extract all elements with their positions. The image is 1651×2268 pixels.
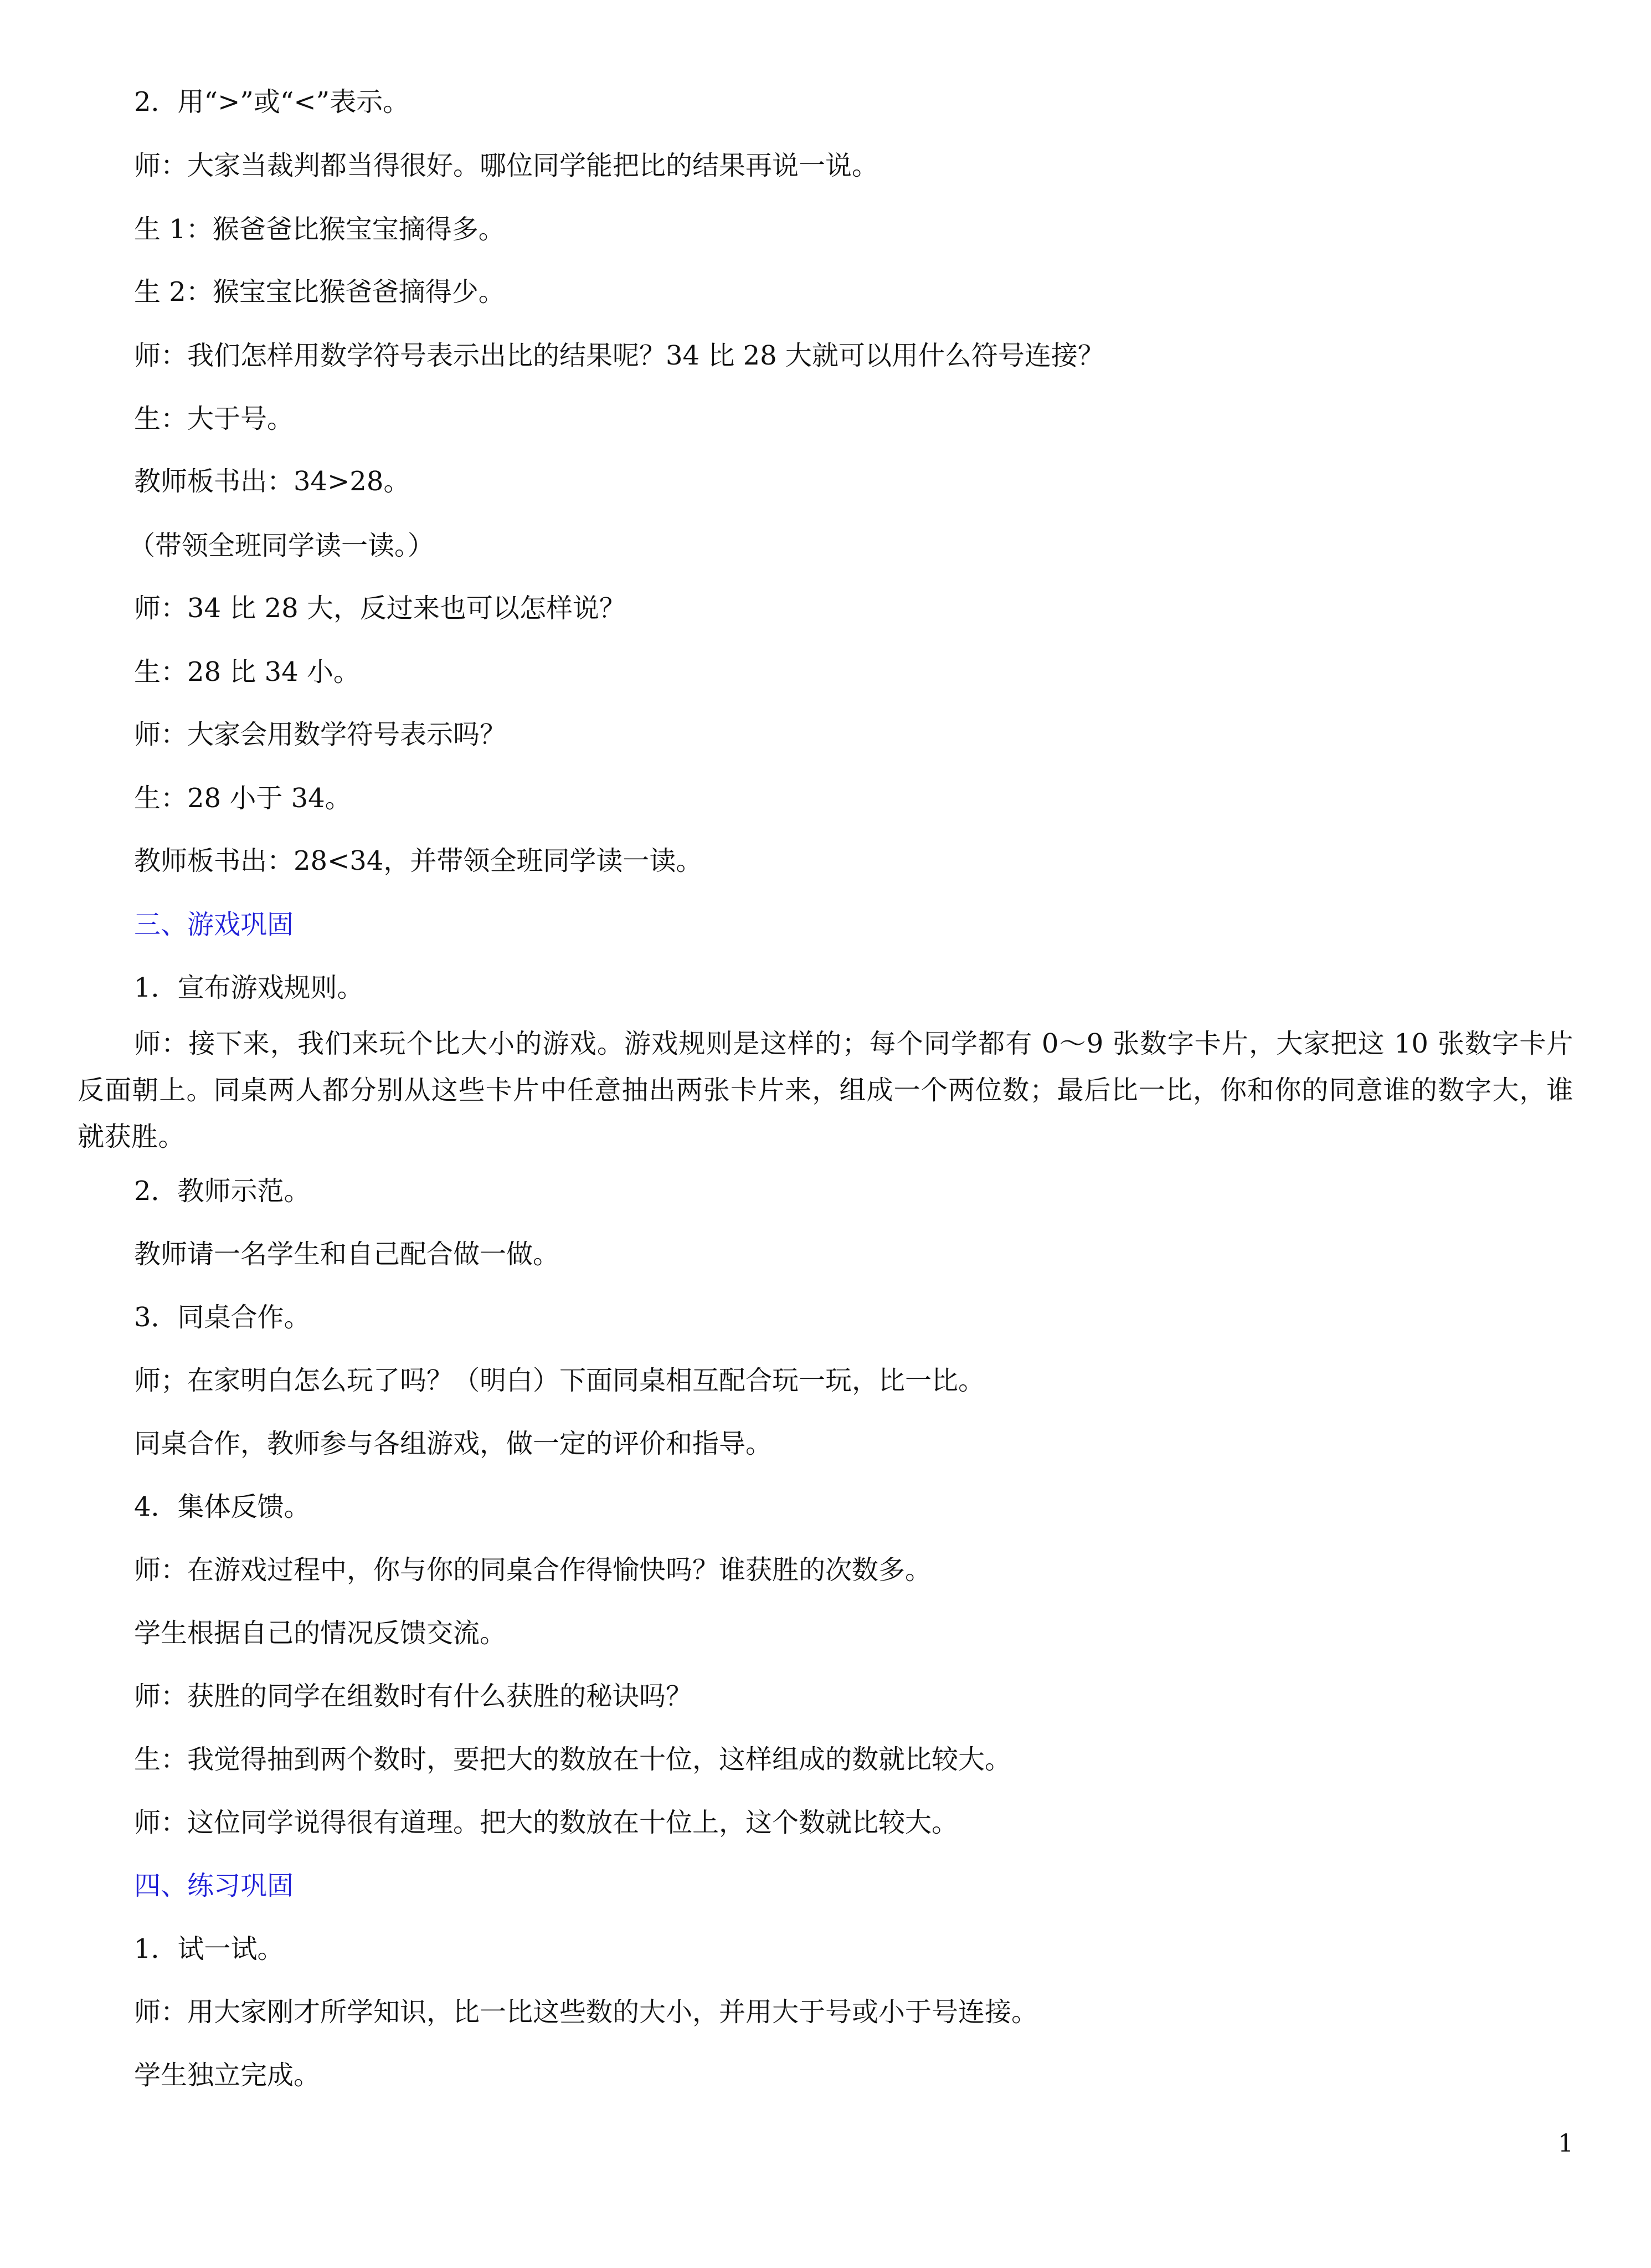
text-line: 同桌合作，教师参与各组游戏，做一定的评价和指导。 [134,1428,773,1459]
text-line: 师：在游戏过程中，你与你的同桌合作得愉快吗？谁获胜的次数多。 [134,1554,932,1585]
text-line: 师：34 比 28 大，反过来也可以怎样说？ [134,593,626,624]
text-line: 师：我们怎样用数学符号表示出比的结果呢？34 比 28 大就可以用什么符号连接？ [134,340,1104,371]
text-line: 教师板书出：28<34，并带领全班同学读一读。 [134,845,703,876]
text-line: 教师板书出：34>28。 [134,466,410,497]
text-line: 1．宣布游戏规则。 [134,972,364,1003]
text-line: 生：大于号。 [134,403,294,434]
text-line: 师：大家会用数学符号表示吗？ [134,719,507,750]
text-line: 师：获胜的同学在组数时有什么获胜的秘诀吗？ [134,1681,693,1712]
text-line: 师；在家明白怎么玩了吗？（明白）下面同桌相互配合玩一玩，比一比。 [134,1365,985,1396]
text-line: 教师请一名学生和自己配合做一做。 [134,1239,560,1270]
text-line: （带领全班同学读一读。） [128,530,435,561]
section-heading: 四、练习巩固 [134,1870,294,1901]
text-line: 师：用大家刚才所学知识，比一比这些数的大小，并用大于号或小于号连接。 [134,1997,1038,2028]
text-line: 生 1：猴爸爸比猴宝宝摘得多。 [134,214,505,245]
text-line: 2．教师示范。 [134,1176,311,1207]
text-line: 师：大家当裁判都当得很好。哪位同学能把比的结果再说一说。 [134,150,879,181]
text-line: 生：28 比 34 小。 [134,656,360,687]
section-heading: 三、游戏巩固 [134,909,294,940]
text-line: 3．同桌合作。 [134,1302,311,1333]
text-line: 学生独立完成。 [134,2060,321,2091]
text-line: 师：这位同学说得很有道理。把大的数放在十位上，这个数就比较大。 [134,1807,959,1838]
text-line: 生 2：猴宝宝比猴爸爸摘得少。 [134,276,505,307]
page-number: 1 [1558,2130,1573,2158]
text-line: 学生根据自己的情况反馈交流。 [134,1618,507,1649]
text-line: 2．用“>”或“<”表示。 [134,86,410,117]
text-line: 生：28 小于 34。 [134,783,352,814]
text-line: 1．试一试。 [134,1933,284,1964]
game-rules-paragraph: 师：接下来，我们来玩个比大小的游戏。游戏规则是这样的；每个同学都有 0～9 张数字卡片，大家把这 10 张数字卡片反面朝上。同桌两人都分别从这些卡片中任意抽出两张卡片来，组成一个两位数；最后比一比，你和你的同意谁的数字大，谁就获胜。 [78,1028,1573,1152]
text-line: 4．集体反馈。 [134,1491,311,1522]
text-line: 生：我觉得抽到两个数时，要把大的数放在十位，这样组成的数就比较大。 [134,1744,1012,1775]
